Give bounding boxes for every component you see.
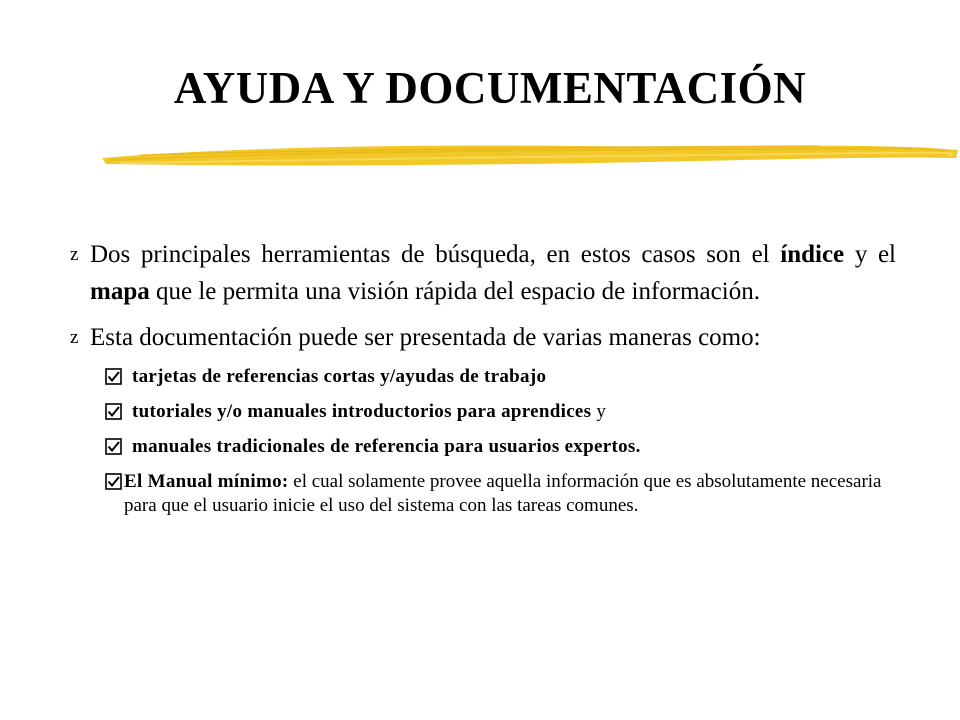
bullet-text: Esta documentación puede ser presentada de varias maneras como:	[90, 324, 761, 351]
sub-bullet-list	[105, 365, 896, 518]
bullet-item	[70, 236, 896, 310]
checkbox-icon	[105, 403, 122, 420]
slide-content	[70, 236, 896, 529]
checkbox-icon	[105, 473, 122, 490]
checkbox-icon	[105, 368, 122, 385]
sub-bullet-text: tutoriales y/o manuales introductorios para aprendices y	[132, 401, 607, 422]
sub-bullet-item	[105, 365, 896, 389]
bullet-item	[70, 319, 896, 356]
sub-bullet-text: El Manual mínimo: el cual solamente provee aquella información que es absolutamente necesaria para que el usuario inicie el uso del sistema con las tareas comunes.	[124, 471, 882, 516]
sub-bullet-text: tarjetas de referencias cortas y/ayudas de trabajo	[132, 366, 547, 387]
sub-bullet-item	[105, 470, 896, 518]
checkbox-icon	[105, 438, 122, 455]
slide-title: AYUDA Y DOCUMENTACIÓN	[173, 63, 807, 113]
z-bullet-icon: z	[70, 327, 79, 348]
bullet-text: Dos principales herramientas de búsqueda, en estos casos son el índice y el mapa que le permita una visión rápida del espacio de información.	[90, 241, 896, 305]
z-bullet-icon: z	[70, 244, 79, 265]
sub-bullet-text: manuales tradicionales de referencia para usuarios expertos.	[132, 436, 641, 457]
yellow-brush-stroke	[100, 136, 960, 176]
sub-bullet-item	[105, 435, 896, 459]
sub-bullet-item	[105, 400, 896, 424]
